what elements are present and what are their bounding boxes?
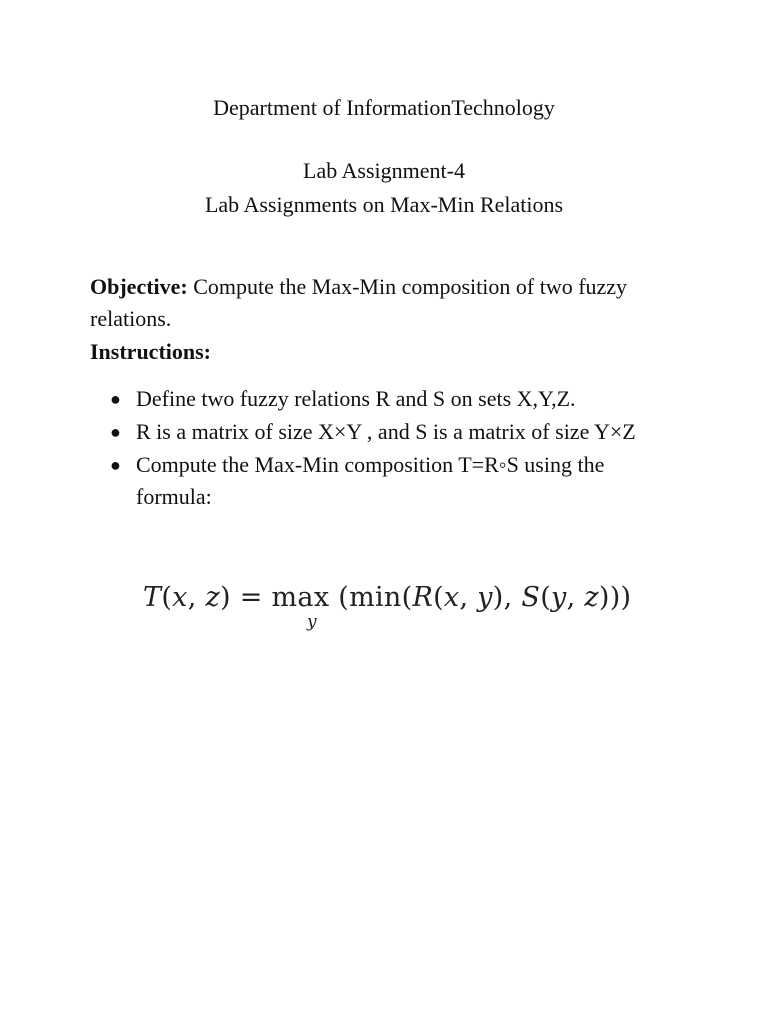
max-min-formula: [143, 580, 663, 640]
list-item: [110, 449, 670, 513]
list-item-text: Compute the Max-Min composition T=R◦S using the formula:: [136, 452, 605, 509]
list-item-text: R is a matrix of size X×Y , and S is a matrix of size Y×Z: [136, 419, 636, 444]
department-heading: Department of InformationTechnology: [213, 95, 555, 120]
objective-label: Objective:: [90, 274, 188, 299]
bullet-icon: ●: [110, 455, 121, 475]
bullet-icon: ●: [110, 422, 121, 442]
formula-subscript: y: [307, 612, 317, 632]
lab-number-heading: Lab Assignment-4: [303, 158, 465, 183]
bullet-icon: ●: [110, 389, 121, 409]
objective-paragraph: [90, 271, 690, 335]
instructions-heading: Instructions:: [90, 339, 212, 364]
formula-expression: T(x, z) = max (min(R(x, y), S(y, z))): [143, 582, 632, 613]
list-item: [110, 383, 670, 415]
list-item: [110, 416, 670, 448]
list-item-text: Define two fuzzy relations R and S on sets X,Y,Z.: [136, 386, 576, 411]
lab-title-heading: Lab Assignments on Max-Min Relations: [204, 192, 564, 217]
formula-max: max: [271, 582, 330, 613]
objective-text: Compute the Max-Min composition of two fuzzy relations.: [90, 274, 628, 331]
instructions-list: [110, 383, 670, 514]
